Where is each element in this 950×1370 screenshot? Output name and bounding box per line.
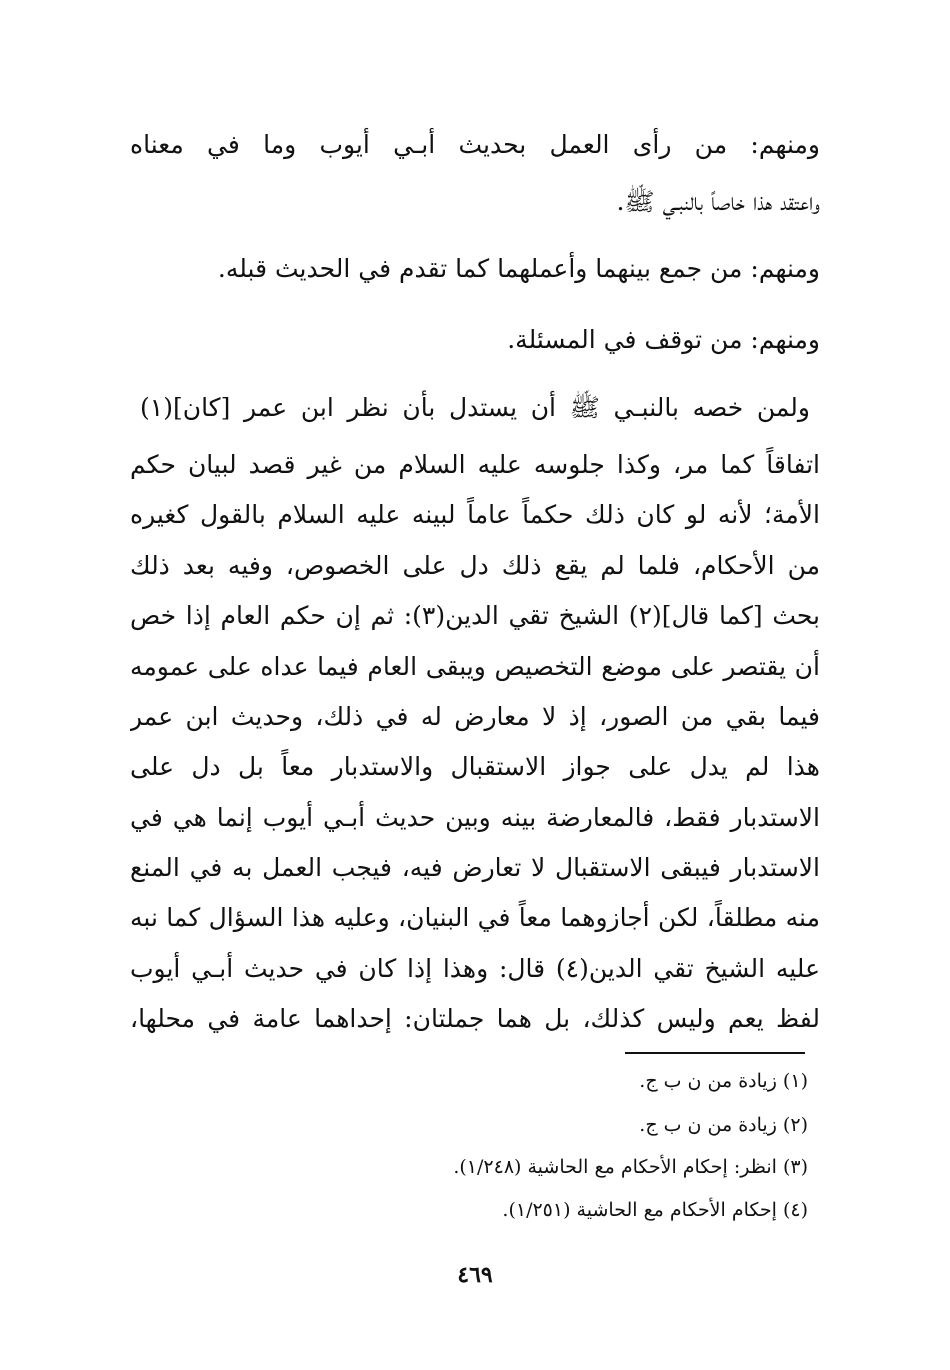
- body-line-6: اتفاقاً كما مر، وكذا جلوسه عليه السلام من غير قصد لبيان حكم: [130, 450, 820, 479]
- footnote-4: (٤) إحكام الأحكام مع الحاشية (١/٢٥١).: [502, 1199, 808, 1221]
- body-line-14: الاستدبار فيبقى الاستقبال لا تعارض فيه، فيجب العمل به في المنع: [130, 853, 820, 882]
- footnote-2: (٢) زيادة من ن ب ج.: [639, 1114, 808, 1136]
- body-line-10: أن يقتصر على موضع التخصيص ويبقى العام فيما عداه على عمومه: [130, 652, 820, 681]
- body-line-7: الأمة؛ لأنه لو كان ذلك حكماً عاماً لبينه عليه السلام بالقول كغيره: [130, 500, 820, 529]
- page-number: ٤٦٩: [457, 1262, 493, 1288]
- footnote-1: (١) زيادة من ن ب ج.: [639, 1070, 808, 1092]
- body-line-4: ومنهم: من توقف في المسئلة.: [507, 325, 820, 354]
- footnote-3: (٣) انظر: إحكام الأحكام مع الحاشية (١/٢٤٨).: [453, 1156, 808, 1178]
- body-line-5: ولمن خصه بالنبـي ﷺ أن يستدل بأن نظر ابن عمر [كان](١): [140, 393, 810, 422]
- body-line-8: من الأحكام، فلما لم يقع ذلك دل على الخصوص، وفيه بعد ذلك: [130, 551, 820, 580]
- body-line-3: ومنهم: من جمع بينهما وأعملهما كما تقدم في الحديث قبله.: [217, 254, 820, 283]
- body-line-17: لفظ يعم وليس كذلك، بل هما جملتان: إحداهما عامة في محلها،: [130, 1004, 820, 1033]
- body-line-15: منه مطلقاً، لكن أجازوهما معاً في البنيان، وعليه هذا السؤال كما نبه: [130, 903, 820, 932]
- body-line-11: فيما بقي من الصور، إذ لا معارض له في ذلك، وحديث ابن عمر: [130, 702, 820, 731]
- body-line-1: ومنهم: من رأى العمل بحديث أبـي أيوب وما في معناه: [130, 130, 820, 159]
- body-line-12: هذا لم يدل على جواز الاستقبال والاستدبار معاً بل دل على: [130, 752, 820, 781]
- footnote-separator: [625, 1052, 805, 1054]
- body-line-16: عليه الشيخ تقي الدين(٤) قال: وهذا إذا كان في حديث أبـي أيوب: [130, 954, 820, 983]
- body-line-9: بحث [كما قال](٢) الشيخ تقي الدين(٣): ثم إن حكم العام إذا خص: [130, 601, 820, 630]
- body-line-2: واعتقد هذا خاصاً بالنبـي ﷺ.: [616, 187, 820, 216]
- body-line-13: الاستدبار فقط، فالمعارضة بينه وبين حديث أبـي أيوب إنما هي في: [130, 803, 820, 832]
